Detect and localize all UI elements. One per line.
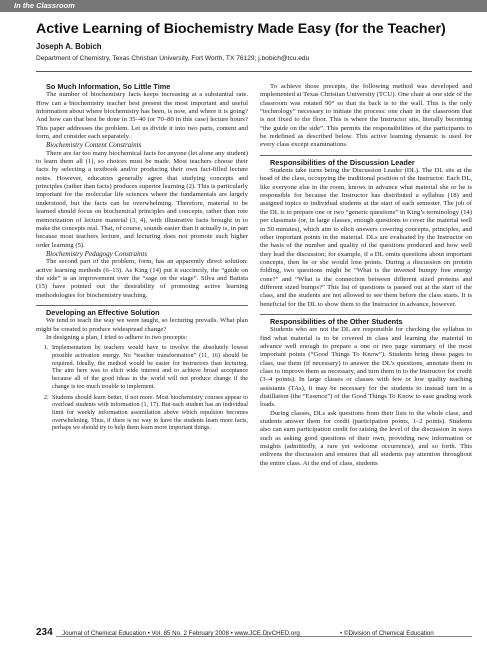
- section-heading: Responsibilities of the Discussion Leader: [270, 157, 415, 167]
- page-footer: [0, 627, 487, 641]
- subsection-heading: Biochemistry Content Constraints: [46, 141, 142, 150]
- paragraph: We tend to teach the way we were taught, so lecturing prevails. What plan might be created to produce widespread change?: [36, 317, 248, 333]
- precepts-list: [36, 344, 248, 432]
- subsection-heading: Biochemistry Pedagogy Constraints: [46, 249, 148, 258]
- page-number: 234: [36, 627, 53, 638]
- section-heading: Developing an Effective Solution: [46, 307, 160, 317]
- left-column: [36, 83, 248, 435]
- copyright-notice: • ©Division of Chemical Education: [340, 630, 434, 637]
- list-item: 2. Students should learn better, if not more. Most biochemistry courses appear to overload students with information (1, 17). But each student has an individual limit for weekly information assimilation above which repulsion becomes overwhelming. Thus, if there is no way to have the students learn more facts, perhaps we should try to help them learn more important things.: [50, 394, 248, 433]
- author-name: Joseph A. Bobich: [36, 42, 102, 51]
- paragraph: During classes, DLs ask questions from their lists to the whole class, and students answer them for credit (participation points, 1–2 points). Students also can earn participation credit for raising the level of the discussion in ways such as asking good questions of their own, providing new information or insights (admittedly, a rare yet welcome occurrence), and so forth. This enlivens the discussion and ensures that all students pay attention throughout the entire class. At the end of class, students: [260, 409, 472, 467]
- journal-citation: Journal of Chemical Education • Vol. 85 No. 2 February 2008 • www.JCE.DivCHED.org: [62, 630, 300, 637]
- section-divider: [260, 155, 472, 156]
- title-divider: [36, 71, 472, 72]
- paragraph: There are far too many biochemical facts for anyone (let alone any student) to learn them all (1), so choices must be made. Most teachers choose their facts by selecting a textbook and/or producing their own fact-filled lecture notes. However, educators generally agree that studying concepts and principles (rather than facts) produces superior learning (2). This is particularly important for the molecular life sciences where the fundamentals are largely understood, but the facts can be overwhelming. Therefore, material to be learned should focus on biochemical principles and concepts, rather than rote memorization of lecture material (3, 4), with illustrative facts brought in to make the concepts real. That, of course, sounds easier than it actually is, in part because most teachers lecture, and lecturing does not promote such higher order learning (5).: [36, 149, 248, 249]
- section-divider: [36, 305, 248, 306]
- section-heading: So Much Information, So Little Time: [46, 82, 171, 91]
- paragraph: The number of biochemistry facts keeps increasing at a substantial rate. How can a biochemistry teacher best present the most important and useful information about where biochemistry has been, is now, and where it is going? And how can that best be done in 35–40 (or 70–80 in this case) lecture hours? This paper addresses the problem. Let us divide it into two parts, content and form, and consider each separately.: [36, 91, 248, 141]
- paragraph: To achieve those precepts, the following method was developed and implemented at Texas Christian University (TCU). One chair at one side of the classroom was rotated 90° so that its back is to the wall. This is the only “technology” necessary to initiate the process: one chair in the classroom that is not fixed to the floor. This is where the Instructor sits, literally becoming “the guide on the side”. This permits the responsibilities of the participants to be redefined as described below. This active learning dynamic is used for every class except examinations.: [260, 83, 472, 149]
- paragraph: Students take turns being the Discussion Leader (DL). The DL sits at the head of the class, occupying the traditional position of the Instructor. Each DL, like everyone else in the room, knows in advance what material she or he is responsible for because the Instructor has distributed a syllabus (18) and assigned topics to individual students at the start of each semester. The job of the DL is to prepare one or two “generic questions” in King’s terminology (14) per classmate (or, in large classes, enough questions to cover the material well in 50 minutes), which aim to elicit answers covering concepts, principles, and other important points in the material. DLs are evaluated by the Instructor on the basis of the number and quality of the questions produced and how well they lead the discussion; for example, if a DL omits questions about important concepts, then he or she would lose points. During a discussion on protein folding, two questions might be “What is the inverted bumpy free energy cone?” and “What is the connection between different sized proteins and different sized bumps?” This list of questions is passed out at the start of the class, and the students are not allowed to see them before the class starts. It is beneficial for the DL to show them to the Instructor in advance, however.: [260, 167, 472, 308]
- section-divider: [260, 314, 472, 315]
- author-affiliation: Department of Chemistry, Texas Christian University, Fort Worth, TX 76129; j.bobich@tcu.edu: [36, 55, 310, 62]
- section-label: In the Classroom: [14, 1, 75, 10]
- section-heading: Responsibilities of the Other Students: [270, 316, 403, 326]
- paragraph: In designing a plan, I tried to adhere to two precepts:: [46, 333, 188, 341]
- paragraph: Students who are not the DL are responsible for checking the syllabus to find what material is to be covered in class and learning the material in advance well enough to prepare a one or two page summary of the most important points (“Good Things To Know”). Students bring these pages to class, use them (if necessary) to answer the DL’s questions, annotate them in class to improve them as necessary, and turn them in to the Instructor for credit (3–4 points). In large classes or classes with few or low quality teaching assistants (TAs), it may be necessary for the students to instead turn in a distillation (the “Essence”) of the Good Things To Know to ease grading work loads.: [260, 326, 472, 409]
- paragraph: The second part of the problem, form, has an apparently direct solution: active learning methods (6–13). As King (14) put it succinctly, the “guide on the side” is an improvement over the “sage on the stage”. Silva and Batista (15) have pointed out the desirability of promoting active learning methodologies for biochemistry teaching.: [36, 258, 248, 299]
- right-column: [260, 83, 472, 468]
- list-item: 1. Implementation by teachers would have to involve the absolutely lowest possible activation energy. No “teacher transformation” (11, 16) should be required. Ideally, the method would be easier for instructors than lecturing. The aim here was to elicit wide interest and to achieve broad acceptance because all of the good ideas in the world will not produce change if the change is too much trouble to implement.: [50, 344, 248, 390]
- article-title: Active Learning of Biochemistry Made Easy (for the Teacher): [36, 21, 446, 37]
